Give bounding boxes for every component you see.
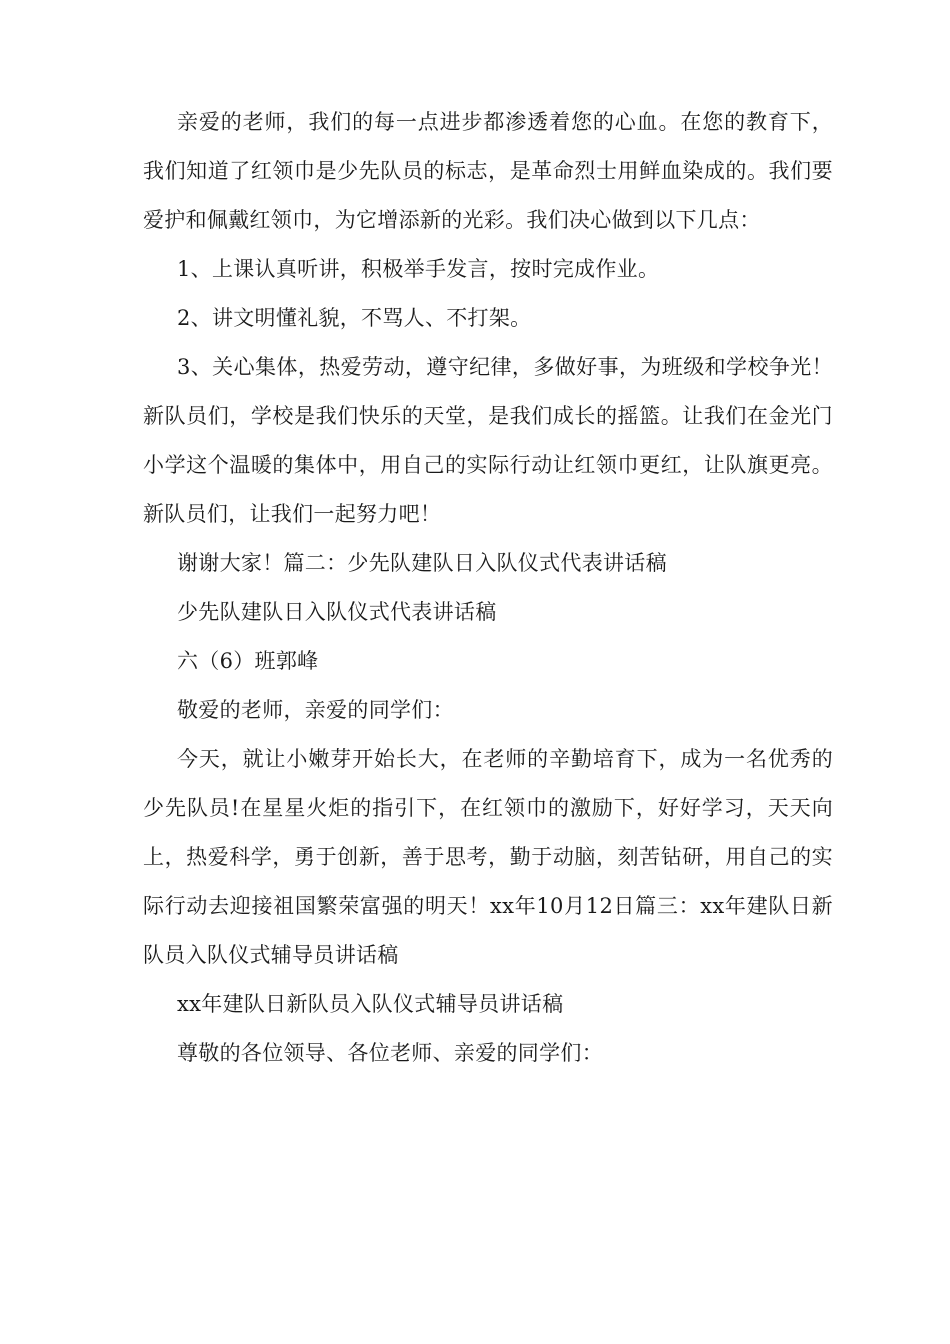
paragraph-point-2: 2、讲文明懂礼貌，不骂人、不打架。 xyxy=(177,306,532,330)
paragraph-point-1: 1、上课认真听讲，积极举手发言，按时完成作业。 xyxy=(177,257,660,281)
paragraph-author: 六（6）班郭峰 xyxy=(177,649,319,673)
paragraph-greeting: 敬爱的老师，亲爱的同学们： xyxy=(177,698,454,722)
paragraph-greeting-3: 尊敬的各位领导、各位老师、亲爱的同学们： xyxy=(177,1041,603,1065)
paragraph-title-2: 少先队建队日入队仪式代表讲话稿 xyxy=(177,600,497,624)
document-body xyxy=(143,98,833,1078)
paragraph-intro: 亲爱的老师，我们的每一点进步都渗透着您的心血。在您的教育下，我们知道了红领巾是少先队员的标志，是革命烈士用鲜血染成的。我们要爱护和佩戴红领巾，为它增添新的光彩。我们决心做到以下几点： xyxy=(143,110,833,232)
paragraph-body-2: 今天，就让小嫩芽开始长大，在老师的辛勤培育下，成为一名优秀的少先队员!在星星火炬的指引下，在红领巾的激励下，好好学习，天天向上，热爱科学，勇于创新，善于思考，勤于动脑，刻苦钻研，用自己的实际行动去迎接祖国繁荣富强的明天！xx年10月12日篇三：xx年建队日新队员入队仪式辅导员讲话稿 xyxy=(143,747,833,967)
paragraph-thanks: 谢谢大家！篇二：少先队建队日入队仪式代表讲话稿 xyxy=(177,551,667,575)
paragraph-title-3: xx年建队日新队员入队仪式辅导员讲话稿 xyxy=(177,992,564,1016)
paragraph-point-3: 3、关心集体，热爱劳动，遵守纪律，多做好事，为班级和学校争光！新队员们，学校是我们快乐的天堂，是我们成长的摇篮。让我们在金光门小学这个温暖的集体中，用自己的实际行动让红领巾更红，让队旗更亮。新队员们，让我们一起努力吧！ xyxy=(143,355,833,526)
